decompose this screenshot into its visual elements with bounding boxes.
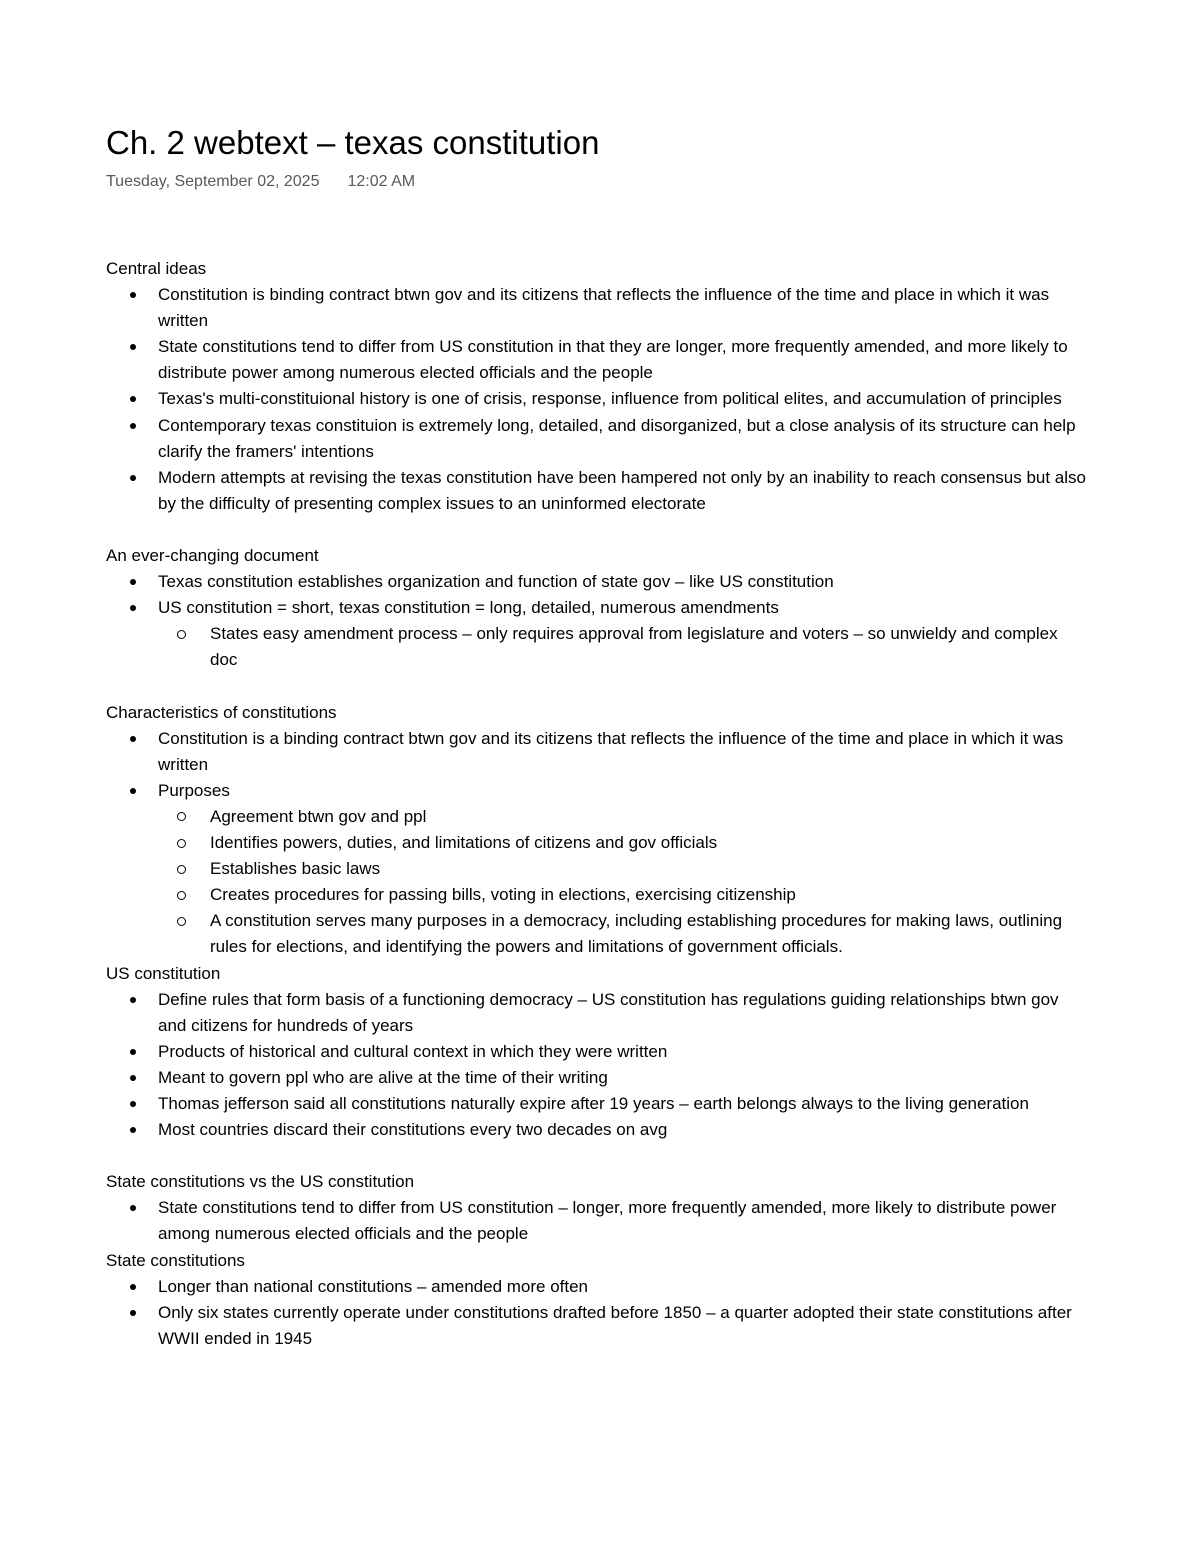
section-heading: An ever-changing document: [106, 546, 319, 566]
bullet-item: [106, 595, 1086, 621]
note-section: [106, 543, 1086, 673]
sub-bullet-item: [106, 804, 1086, 830]
bullet-text: Longer than national constitutions – amended more often: [158, 1276, 589, 1296]
note-section: [106, 1169, 1086, 1247]
bullet-item: [106, 1091, 1086, 1117]
sub-bullet-text: Agreement btwn gov and ppl: [210, 806, 427, 826]
bullet-text: Purposes: [158, 780, 230, 800]
bullet-text: Contemporary texas constituion is extremely long, detailed, and disorganized, but a close analysis of its structure can help clarify the framers' intentions: [158, 415, 1076, 461]
note-section: [106, 700, 1086, 961]
bullet-item: [106, 1039, 1086, 1065]
bullet-item: [106, 726, 1086, 778]
bullet-text: Thomas jefferson said all constitutions naturally expire after 19 years – earth belongs always to the living generation: [158, 1094, 1029, 1113]
bullet-item: [106, 987, 1086, 1039]
sub-bullet-item: [106, 621, 1086, 673]
page-meta: [106, 171, 415, 193]
blank-line: [106, 517, 1086, 543]
blank-line: [106, 674, 1086, 700]
bullet-item: [106, 1300, 1086, 1352]
bullet-list: [106, 569, 1086, 673]
note-section: [106, 1248, 1086, 1352]
sub-bullet-text: Identifies powers, duties, and limitations of citizens and gov officials: [210, 833, 718, 853]
section-heading: State constitutions vs the US constitution: [106, 1172, 415, 1192]
bullet-text: Texas constitution establishes organization and function of state gov – like US constitution: [158, 572, 834, 592]
sub-bullet-item: [106, 830, 1086, 856]
section-heading: Characteristics of constitutions: [106, 702, 337, 722]
bullet-item: [106, 778, 1086, 804]
section-heading: State constitutions: [106, 1250, 245, 1270]
bullet-item: [106, 282, 1086, 334]
note-body: [106, 256, 1086, 1352]
bullet-text: State constitutions tend to differ from US constitution – longer, more frequently amended, more likely to distribute power among numerous elected officials and the people: [158, 1198, 1057, 1244]
bullet-text: Meant to govern ppl who are alive at the time of their writing: [158, 1067, 608, 1087]
bullet-text: Constitution is binding contract btwn gov and its citizens that reflects the influence of the time and place in which it was written: [158, 285, 1050, 331]
bullet-list: [106, 1274, 1086, 1352]
section-heading: Central ideas: [106, 259, 207, 278]
bullet-text: Constitution is a binding contract btwn gov and its citizens that reflects the influence of the time and place in which it was written: [158, 728, 1064, 774]
sub-bullet-text: Establishes basic laws: [210, 859, 381, 879]
sub-bullet-text: Creates procedures for passing bills, voting in elections, exercising citizenship: [210, 885, 796, 905]
bullet-item: [106, 334, 1086, 386]
blank-line: [106, 1143, 1086, 1169]
bullet-item: [106, 569, 1086, 595]
note-section: [106, 961, 1086, 1144]
bullet-text: Products of historical and cultural context in which they were written: [158, 1041, 668, 1061]
bullet-text: Modern attempts at revising the texas constitution have been hampered not only by an inability to reach consensus but also by the difficulty of presenting complex issues to an uninformed electorate: [158, 467, 1086, 513]
note-section: [106, 256, 1086, 517]
section-heading: US constitution: [106, 963, 221, 983]
page-title: Ch. 2 webtext – texas constitution: [106, 124, 600, 161]
bullet-text: Define rules that form basis of a functioning democracy – US constitution has regulations guiding relationships btwn gov and citizens for hundreds of years: [158, 989, 1059, 1035]
bullet-text: US constitution = short, texas constitution = long, detailed, numerous amendments: [158, 598, 779, 618]
bullet-item: [106, 1065, 1086, 1091]
bullet-item: [106, 1117, 1086, 1143]
bullet-list: [106, 1195, 1086, 1247]
bullet-text: State constitutions tend to differ from US constitution in that they are longer, more frequently amended, and more likely to distribute power among numerous elected officials and the people: [158, 337, 1068, 383]
bullet-text: Most countries discard their constitutions every two decades on avg: [158, 1120, 668, 1140]
sub-bullet-text: States easy amendment process – only requires approval from legislature and voters – so unwieldy and complex doc: [210, 624, 1058, 670]
sub-bullet-text: A constitution serves many purposes in a democracy, including establishing procedures for making laws, outlining rules for elections, and identifying the powers and limitations of government officials.: [210, 911, 1063, 957]
bullet-list: [106, 282, 1086, 517]
sub-bullet-item: [106, 908, 1086, 960]
bullet-text: Only six states currently operate under constitutions drafted before 1850 – a quarter adopted their state constitutions after WWII ended in 1945: [158, 1302, 1072, 1348]
bullet-item: [106, 1274, 1086, 1300]
page-date: Tuesday, September 02, 2025: [106, 173, 320, 190]
bullet-list: [106, 987, 1086, 1144]
bullet-text: Texas's multi-constituional history is one of crisis, response, influence from political elites, and accumulation of principles: [158, 389, 1062, 409]
bullet-item: [106, 413, 1086, 465]
bullet-list: [106, 726, 1086, 961]
page-time: 12:02 AM: [347, 173, 416, 190]
sub-bullet-item: [106, 856, 1086, 882]
bullet-item: [106, 1195, 1086, 1247]
sub-bullet-item: [106, 882, 1086, 908]
bullet-item: [106, 465, 1086, 517]
bullet-item: [106, 386, 1086, 412]
